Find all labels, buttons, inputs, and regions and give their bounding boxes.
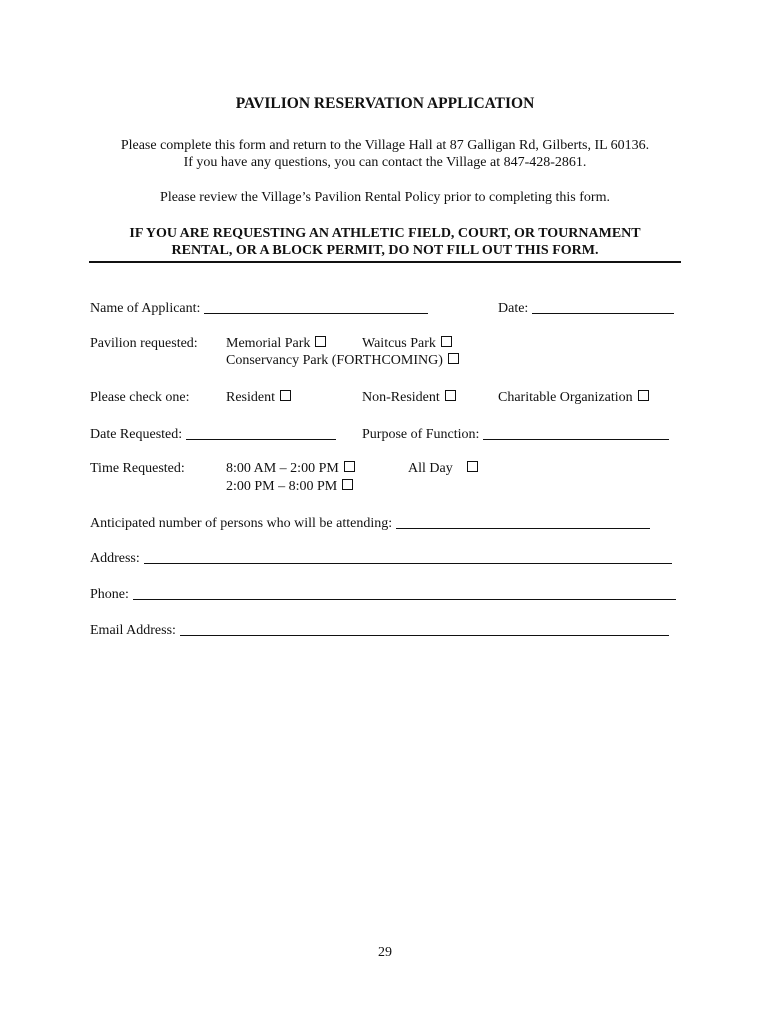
phone-label: Phone: (90, 587, 129, 602)
checkbox-memorial-park[interactable] (315, 336, 326, 347)
warning-line-2: RENTAL, OR A BLOCK PERMIT, DO NOT FILL OUT THIS FORM. (171, 243, 599, 258)
checkbox-all-day[interactable] (467, 461, 478, 472)
date-field[interactable] (532, 299, 674, 314)
applicant-name-field[interactable] (204, 299, 428, 314)
address-field[interactable] (144, 549, 672, 564)
address-label: Address: (90, 551, 140, 566)
date-requested-field[interactable] (186, 425, 336, 440)
pavilion-option-label: Conservancy Park (FORTHCOMING) (226, 353, 443, 368)
checkbox-charitable-organization[interactable] (638, 390, 649, 401)
time-label: Time Requested: (90, 461, 185, 476)
pavilion-option-waitcus[interactable] (362, 335, 452, 352)
checkbox-8am-2pm[interactable] (344, 461, 355, 472)
check-option-label: Resident (226, 390, 275, 405)
warning-line-1: IF YOU ARE REQUESTING AN ATHLETIC FIELD, COURT, OR TOURNAMENT (129, 226, 641, 241)
page-number: 29 (378, 945, 392, 960)
time-option-afternoon[interactable] (226, 478, 353, 495)
pavilion-option-conservancy[interactable] (226, 352, 459, 369)
checkbox-2pm-8pm[interactable] (342, 479, 353, 490)
email-field[interactable] (180, 621, 669, 636)
attendance-label: Anticipated number of persons who will be attending: (90, 516, 393, 531)
check-option-label: Charitable Organization (498, 390, 633, 405)
check-option-resident[interactable] (226, 389, 291, 406)
form-title: PAVILION RESERVATION APPLICATION (235, 95, 535, 112)
pavilion-option-memorial[interactable] (226, 335, 326, 352)
checkbox-waitcus-park[interactable] (441, 336, 452, 347)
pavilion-label: Pavilion requested: (90, 336, 198, 351)
purpose-label: Purpose of Function: (362, 427, 480, 442)
time-option-all-day[interactable] (408, 460, 478, 477)
date-requested-label: Date Requested: (90, 427, 183, 442)
applicant-label: Name of Applicant: (90, 301, 201, 316)
applicant-row (90, 299, 428, 317)
time-option-morning[interactable] (226, 460, 355, 477)
check-label: Please check one: (90, 390, 190, 405)
instructions-line-2: If you have any questions, you can contact the Village at 847-428-2861. (183, 155, 587, 170)
time-option-label: 8:00 AM – 2:00 PM (226, 461, 339, 476)
time-option-label: 2:00 PM – 8:00 PM (226, 479, 338, 494)
email-label: Email Address: (90, 623, 176, 638)
date-label: Date: (498, 301, 529, 316)
attendance-field[interactable] (396, 514, 650, 529)
check-option-nonresident[interactable] (362, 389, 456, 406)
checkbox-non-resident[interactable] (445, 390, 456, 401)
date-row (498, 299, 674, 317)
instructions-line-1: Please complete this form and return to the Village Hall at 87 Galligan Rd, Gilberts, IL 60136. (120, 138, 650, 153)
policy-note: Please review the Village’s Pavilion Rental Policy prior to completing this form. (160, 190, 610, 205)
check-option-label: Non-Resident (362, 390, 440, 405)
check-option-charitable[interactable] (498, 389, 649, 406)
checkbox-resident[interactable] (280, 390, 291, 401)
purpose-row (362, 425, 669, 443)
phone-field[interactable] (133, 585, 676, 600)
pavilion-option-label: Waitcus Park (362, 336, 436, 351)
date-requested-row (90, 425, 336, 443)
pavilion-option-label: Memorial Park (226, 336, 311, 351)
purpose-field[interactable] (483, 425, 669, 440)
checkbox-conservancy-park[interactable] (448, 353, 459, 364)
header-divider (89, 261, 681, 263)
attendance-row (90, 514, 650, 532)
address-row (90, 549, 672, 567)
phone-row (90, 585, 676, 603)
email-row (90, 621, 669, 639)
time-option-label: All Day (408, 461, 453, 476)
